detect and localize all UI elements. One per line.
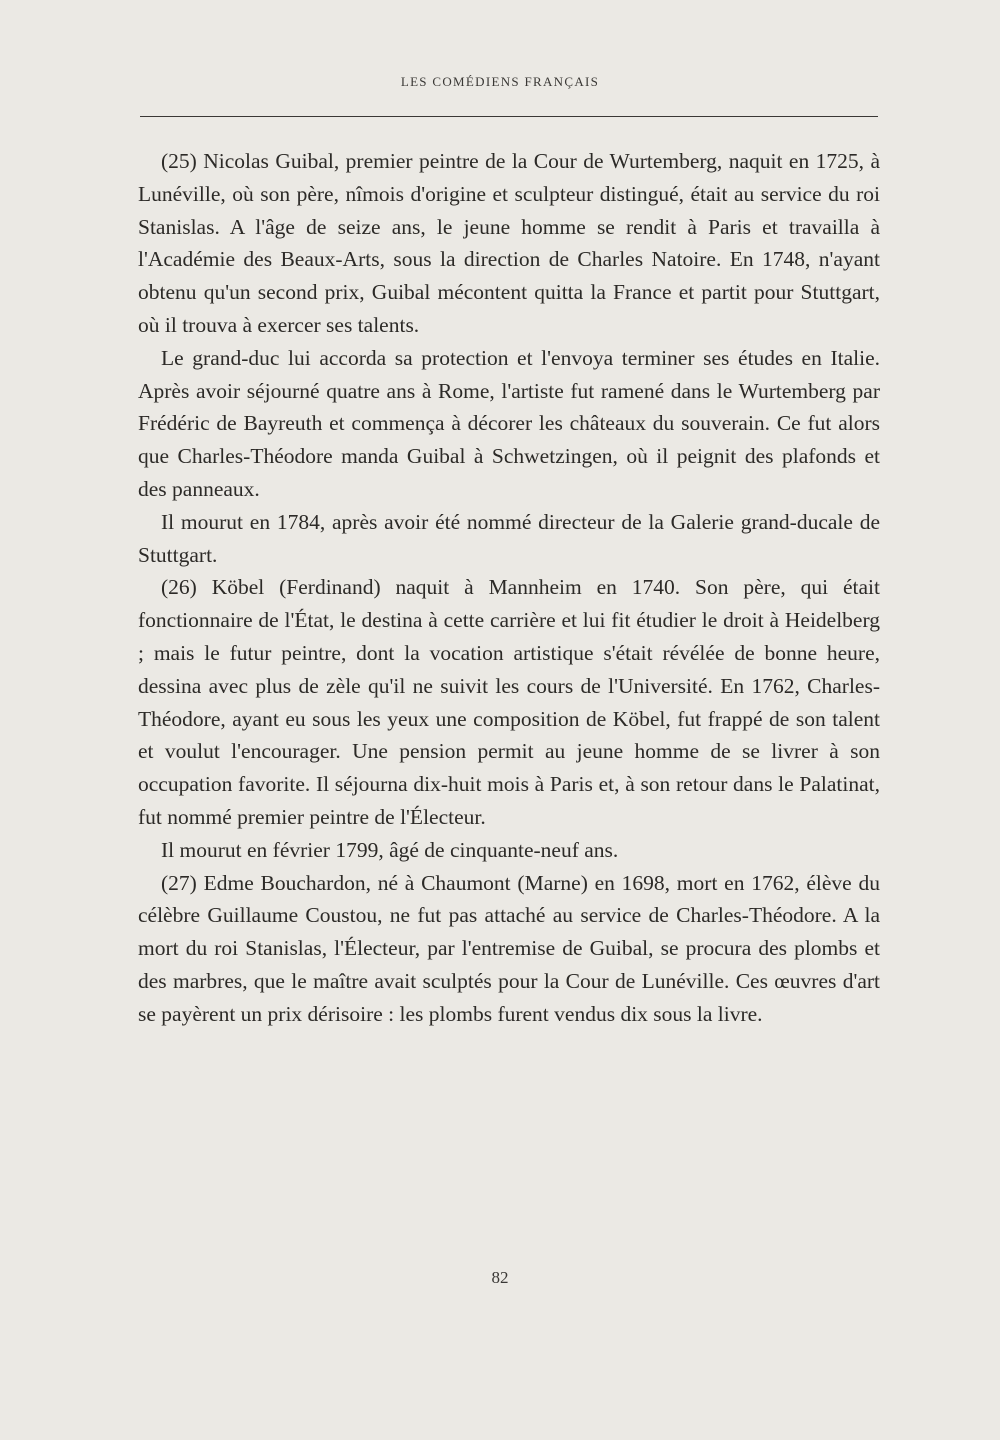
page-number: 82 xyxy=(491,1268,509,1287)
running-head: LES COMÉDIENS FRANÇAIS xyxy=(400,74,600,89)
note-26-paragraph: (26) Köbel (Ferdinand) naquit à Mannheim en 1740. Son père, qui était fonctionnaire de l'État, le destina à cette carrière et lui fit étudier le droit à Heidelberg ; mais le futur peintre, dont la vocation artistique s'était révélée de bonne heure, dessina avec plus de zèle qu'il ne suivit les cours de l'Université. En 1762, Charles-Théodore, ayant eu sous les yeux une composition de Köbel, fut frappé de son talent et voulut l'encourager. Une pension permit au jeune homme de se livrer à son occupation favorite. Il séjourna dix-huit mois à Paris et, à son retour dans le Palatinat, fut nommé premier peintre de l'Électeur. xyxy=(138,575,880,829)
note-25-death-paragraph: Il mourut en 1784, après avoir été nommé directeur de la Galerie grand-ducale de Stuttgart. xyxy=(138,509,880,567)
note-27-paragraph: (27) Edme Bouchardon, né à Chaumont (Marne) en 1698, mort en 1762, élève du célèbre Guillaume Coustou, ne fut pas attaché au service de Charles-Théodore. A la mort du roi Stanislas, l'Électeur, par l'entremise de Guibal, se procura des plombs et des marbres, que le maître avait sculptés pour la Cour de Lunéville. Ces œuvres d'art se payèrent un prix dérisoire : les plombs furent vendus dix sous la livre. xyxy=(138,870,880,1026)
note-26-death-paragraph: Il mourut en février 1799, âgé de cinquante-neuf ans. xyxy=(161,837,619,862)
note-25-paragraph: (25) Nicolas Guibal, premier peintre de la Cour de Wurtemberg, naquit en 1725, à Lunéville, où son père, nîmois d'origine et sculpteur distingué, était au service du roi Stanislas. A l'âge de seize ans, le jeune homme se rendit à Paris et travailla à l'Académie des Beaux-Arts, sous la direction de Charles Natoire. En 1748, n'ayant obtenu qu'un second prix, Guibal mécontent quitta la France et partit pour Stuttgart, où il trouva à exercer ses talents. xyxy=(138,149,880,337)
notes-body xyxy=(138,145,880,1031)
note-25-continuation-paragraph: Le grand-duc lui accorda sa protection et l'envoya terminer ses études en Italie. Après avoir séjourné quatre ans à Rome, l'artiste fut ramené dans le Wurtemberg par Frédéric de Bayreuth et commença à décorer les châteaux du souverain. Ce fut alors que Charles-Théodore manda Guibal à Schwetzingen, où il peignit des plafonds et des panneaux. xyxy=(138,345,880,501)
header-rule xyxy=(140,116,878,117)
